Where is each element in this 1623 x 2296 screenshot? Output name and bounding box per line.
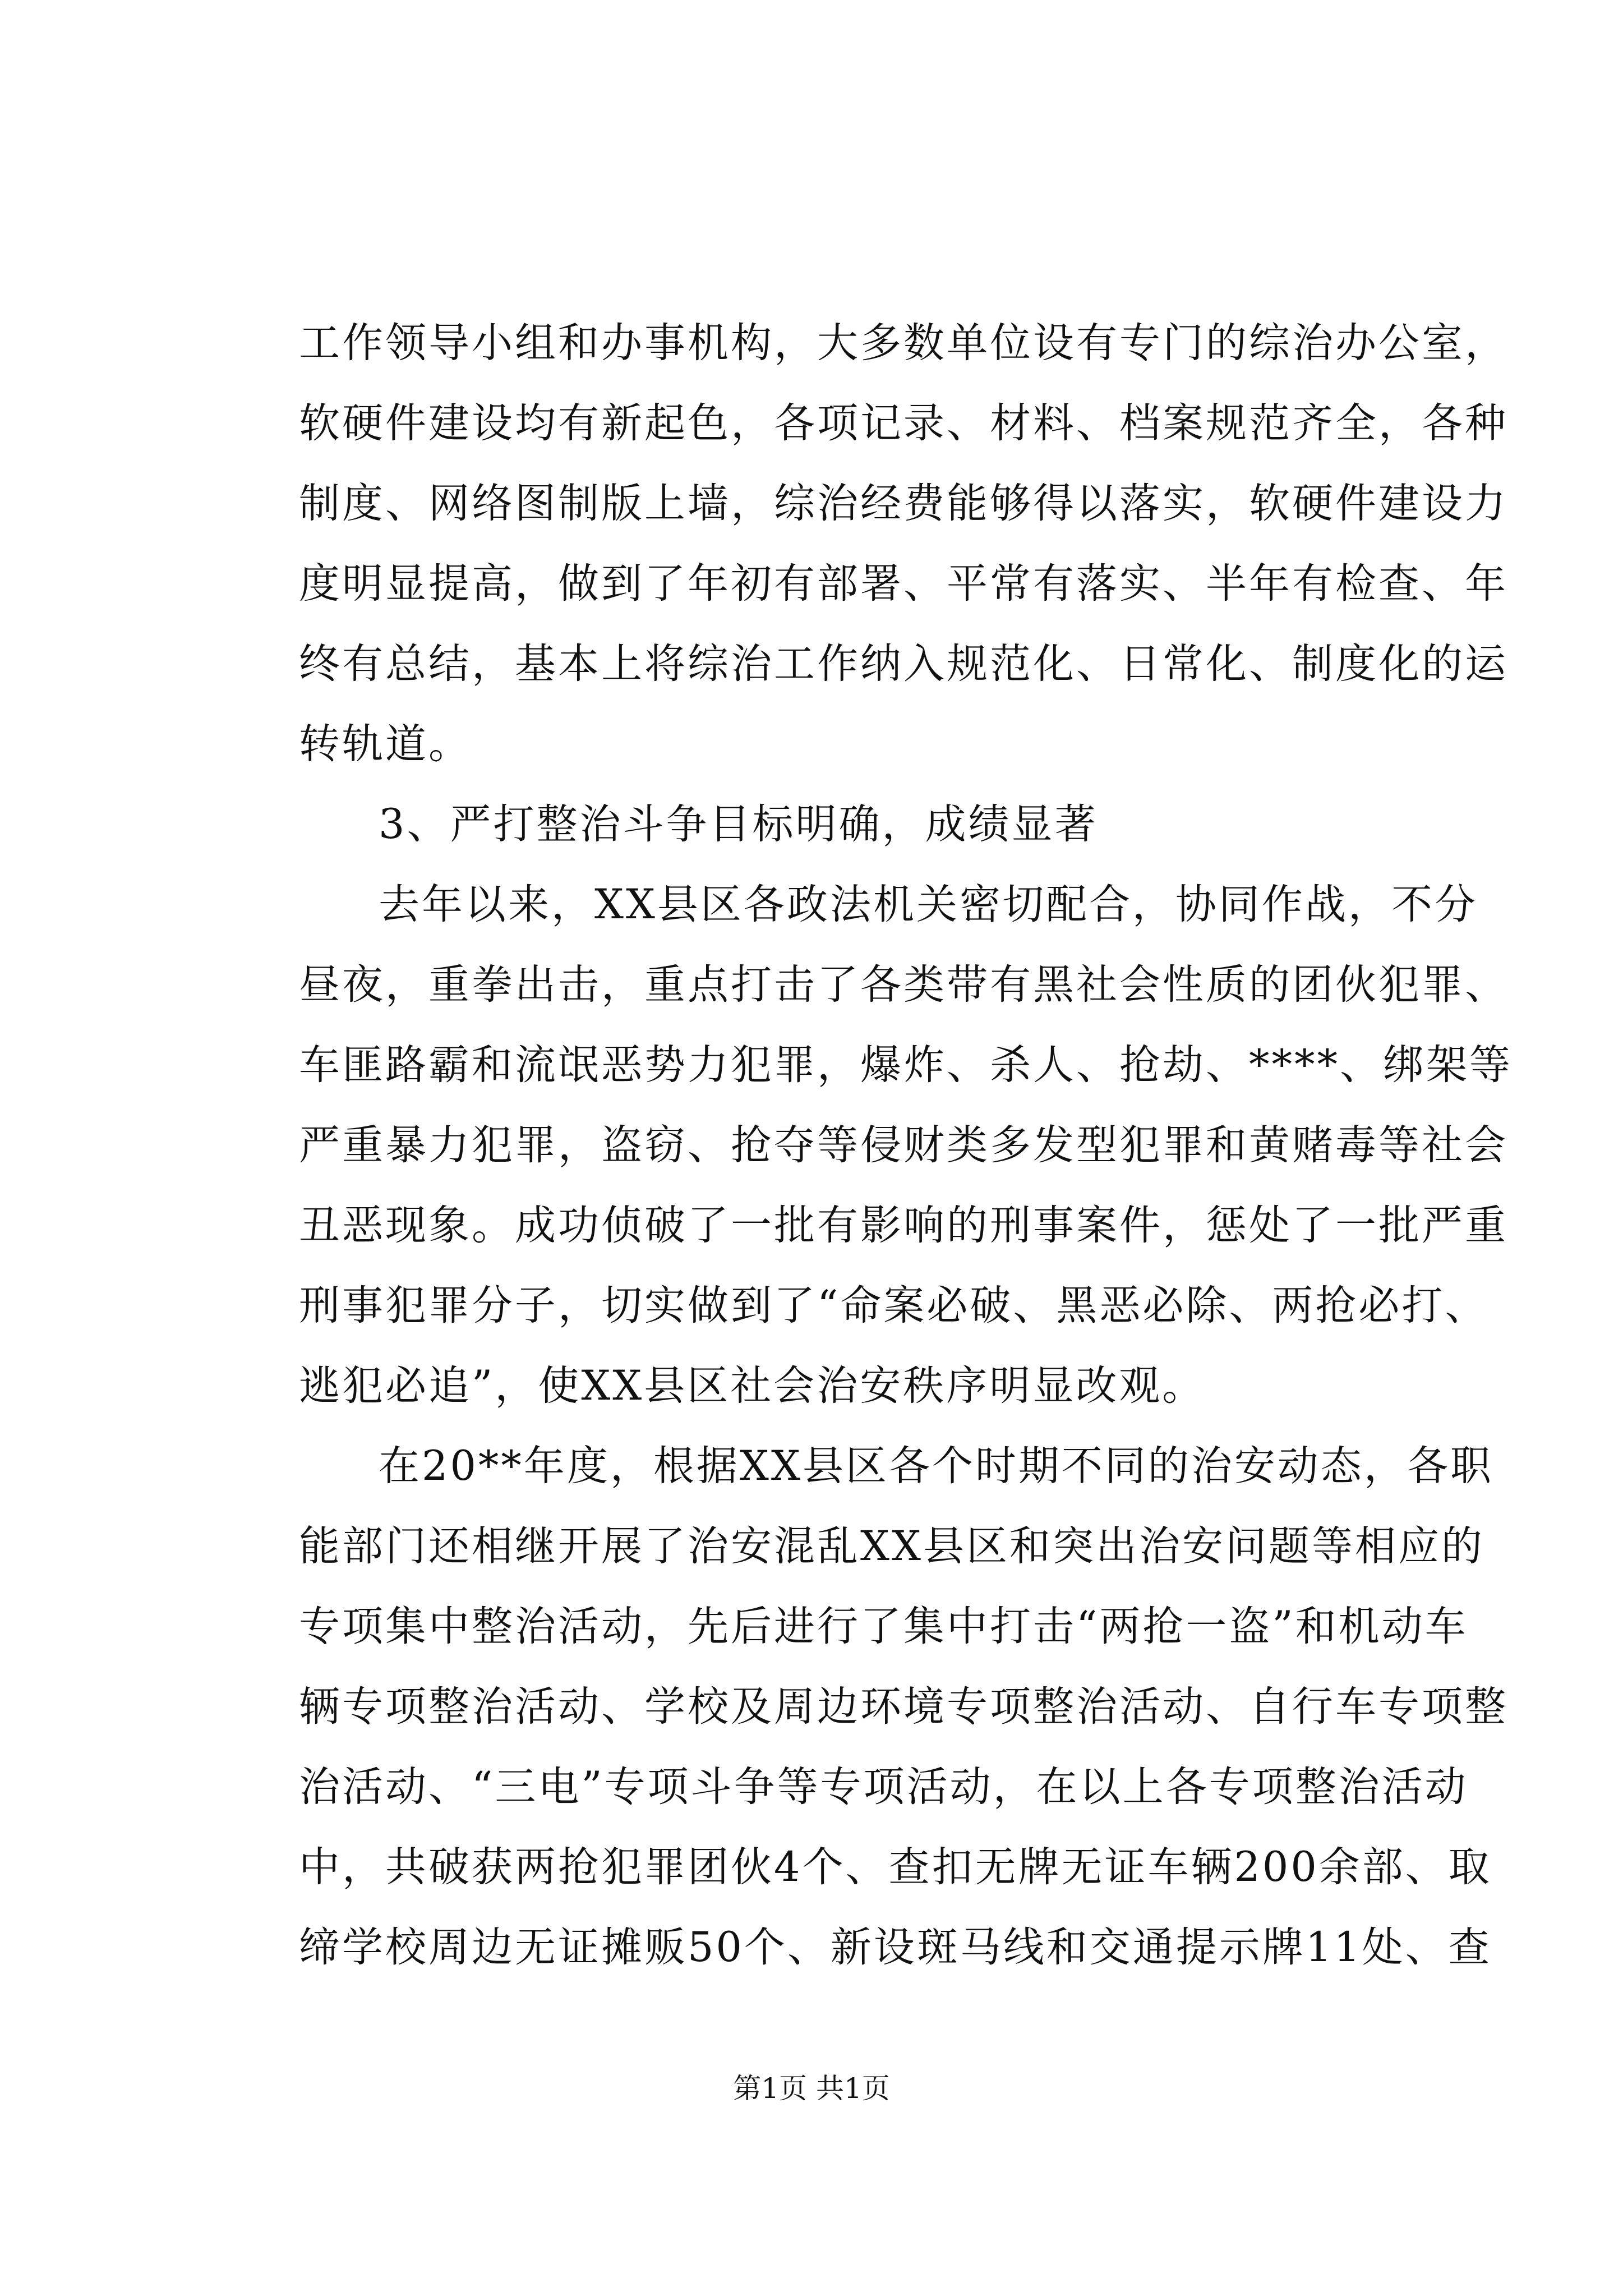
heading-line: 3、严打整治斗争目标明确，成绩显著	[379, 800, 1098, 848]
text-line: 丑恶现象。成功侦破了一批有影响的刑事案件，惩处了一批严重	[299, 1202, 1508, 1249]
text-line: 软硬件建设均有新起色，各项记录、材料、档案规范齐全，各种	[299, 399, 1508, 447]
text-line: 能部门还相继开展了治安混乱XX县区和突出治安问题等相应的	[299, 1522, 1484, 1570]
text-line: 去年以来，XX县区各政法机关密切配合，协同作战，不分	[379, 881, 1478, 928]
text-line: 制度、网络图制版上墙，综治经费能够得以落实，软硬件建设力	[299, 480, 1508, 527]
text-line: 转轨道。	[299, 720, 472, 768]
text-line: 中，共破获两抢犯罪团伙4个、查扣无牌无证车辆200余部、取	[299, 1843, 1492, 1891]
document-body	[299, 303, 1513, 1987]
section-heading	[299, 784, 1421, 864]
text-line: 度明显提高，做到了年初有部署、平常有落实、半年有检查、年	[299, 560, 1508, 608]
text-line: 在20**年度，根据XX县区各个时期不同的治安动态，各职	[379, 1442, 1493, 1490]
text-line: 车匪路霸和流氓恶势力犯罪，爆炸、杀人、抢劫、****、绑架等	[299, 1041, 1513, 1089]
text-line: 逃犯必追”，使XX县区社会治安秩序明显改观。	[299, 1362, 1206, 1410]
text-line: 辆专项整治活动、学校及周边环境专项整治活动、自行车专项整	[299, 1683, 1508, 1731]
text-line: 缔学校周边无证摊贩50个、新设斑马线和交通提示牌11处、查	[299, 1924, 1492, 1971]
text-line: 治活动、“三电”专项斗争等专项活动，在以上各专项整治活动	[299, 1763, 1468, 1811]
text-line: 工作领导小组和办事机构，大多数单位设有专门的综治办公室，	[299, 319, 1508, 367]
text-line: 专项集中整治活动，先后进行了集中打击“两抢一盗”和机动车	[299, 1603, 1468, 1650]
page-number: 第1页 共1页	[733, 2072, 890, 2105]
paragraph-2	[299, 864, 1513, 1426]
text-line: 严重暴力犯罪，盗窃、抢夺等侵财类多发型犯罪和黄赌毒等社会	[299, 1121, 1508, 1169]
text-line: 昼夜，重拳出击，重点打击了各类带有黑社会性质的团伙犯罪、	[299, 961, 1508, 1009]
paragraph-3	[299, 1426, 1508, 1987]
text-line: 刑事犯罪分子，切实做到了“命案必破、黑恶必除、两抢必打、	[299, 1282, 1488, 1329]
paragraph-1	[299, 303, 1508, 784]
page-footer	[0, 2069, 1623, 2108]
text-line: 终有总结，基本上将综治工作纳入规范化、日常化、制度化的运	[299, 640, 1508, 688]
